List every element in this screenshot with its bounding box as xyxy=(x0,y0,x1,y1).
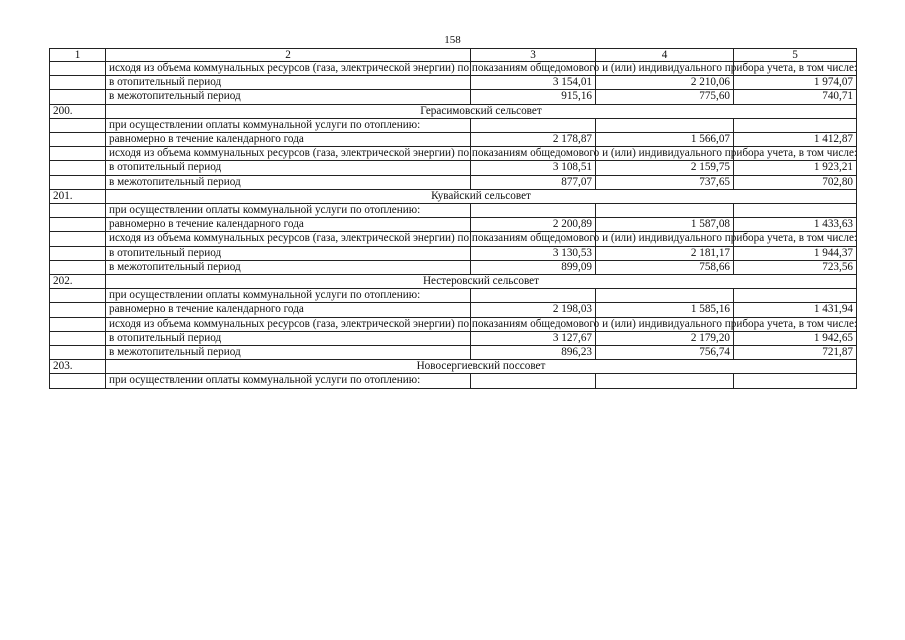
row-label: исходя из объема коммунальных ресурсов (газа, электрической энергии) по показаниям общедомового и (или) индивидуального прибора учета, в том числе: xyxy=(106,147,471,161)
value-cell-v4: 737,65 xyxy=(596,175,734,189)
value-cell-v3 xyxy=(471,374,596,388)
number-cell xyxy=(50,147,106,161)
value-cell-v5: 702,80 xyxy=(734,175,857,189)
value-cell-v3 xyxy=(471,118,596,132)
value-cell-v4: 2 179,20 xyxy=(596,331,734,345)
value-cell-v5 xyxy=(734,204,857,218)
table-row xyxy=(50,175,857,189)
number-cell xyxy=(50,118,106,132)
value-cell-v3: 915,16 xyxy=(471,90,596,104)
value-cell-v3: 899,09 xyxy=(471,260,596,274)
section-row xyxy=(50,104,857,118)
number-cell xyxy=(50,246,106,260)
number-cell xyxy=(50,289,106,303)
row-label: в межотопительный период xyxy=(106,90,471,104)
row-label: исходя из объема коммунальных ресурсов (газа, электрической энергии) по показаниям общедомового и (или) индивидуального прибора учета, в том числе: xyxy=(106,232,471,246)
number-cell xyxy=(50,303,106,317)
table-row xyxy=(50,161,857,175)
section-number: 200. xyxy=(50,104,106,118)
value-cell-v3 xyxy=(471,289,596,303)
section-title: Герасимовский сельсовет xyxy=(106,104,857,118)
table-row xyxy=(50,147,857,161)
value-cell-v5: 1 433,63 xyxy=(734,218,857,232)
row-label: в отопительный период xyxy=(106,246,471,260)
section-row xyxy=(50,360,857,374)
header-cell: 1 xyxy=(50,49,106,62)
table-row xyxy=(50,232,857,246)
number-cell xyxy=(50,232,106,246)
number-cell xyxy=(50,346,106,360)
row-label: при осуществлении оплаты коммунальной услуги по отоплению: xyxy=(106,204,471,218)
table-row xyxy=(50,331,857,345)
header-cell: 4 xyxy=(596,49,734,62)
table-row xyxy=(50,374,857,388)
section-row xyxy=(50,189,857,203)
value-cell-v4 xyxy=(596,289,734,303)
value-cell-v3: 3 154,01 xyxy=(471,76,596,90)
section-title: Новосергиевский поссовет xyxy=(106,360,857,374)
row-label: равномерно в течение календарного года xyxy=(106,133,471,147)
number-cell xyxy=(50,133,106,147)
number-cell xyxy=(50,317,106,331)
section-number: 203. xyxy=(50,360,106,374)
number-cell xyxy=(50,218,106,232)
section-title: Кувайский сельсовет xyxy=(106,189,857,203)
value-cell-v4: 775,60 xyxy=(596,90,734,104)
number-cell xyxy=(50,76,106,90)
table-row xyxy=(50,303,857,317)
value-cell-v5 xyxy=(734,118,857,132)
value-cell-v4: 756,74 xyxy=(596,346,734,360)
number-cell xyxy=(50,161,106,175)
value-cell-v4: 1 585,16 xyxy=(596,303,734,317)
value-cell-v3: 896,23 xyxy=(471,346,596,360)
value-cell-v3: 2 178,87 xyxy=(471,133,596,147)
section-title: Нестеровский сельсовет xyxy=(106,275,857,289)
number-cell xyxy=(50,62,106,76)
number-cell xyxy=(50,374,106,388)
value-cell-v3: 2 200,89 xyxy=(471,218,596,232)
value-cell-v4: 758,66 xyxy=(596,260,734,274)
value-cell-v5: 1 942,65 xyxy=(734,331,857,345)
table-row xyxy=(50,317,857,331)
table-row xyxy=(50,260,857,274)
row-label: равномерно в течение календарного года xyxy=(106,303,471,317)
row-label: при осуществлении оплаты коммунальной услуги по отоплению: xyxy=(106,118,471,132)
value-cell-v5: 723,56 xyxy=(734,260,857,274)
value-cell-v3: 2 198,03 xyxy=(471,303,596,317)
header-cell: 3 xyxy=(471,49,596,62)
table-row xyxy=(50,62,857,76)
value-cell-v5: 721,87 xyxy=(734,346,857,360)
value-cell-v5: 1 974,07 xyxy=(734,76,857,90)
value-cell-v4: 1 566,07 xyxy=(596,133,734,147)
row-label: равномерно в течение календарного года xyxy=(106,218,471,232)
section-row xyxy=(50,275,857,289)
number-cell xyxy=(50,260,106,274)
header-cell: 2 xyxy=(106,49,471,62)
row-label: в отопительный период xyxy=(106,331,471,345)
number-cell xyxy=(50,331,106,345)
value-cell-v3: 3 130,53 xyxy=(471,246,596,260)
row-label: в межотопительный период xyxy=(106,346,471,360)
number-cell xyxy=(50,204,106,218)
tariff-table xyxy=(49,48,857,389)
table-row xyxy=(50,346,857,360)
value-cell-v4: 2 210,06 xyxy=(596,76,734,90)
table-row xyxy=(50,204,857,218)
header-cell: 5 xyxy=(734,49,857,62)
value-cell-v3: 877,07 xyxy=(471,175,596,189)
section-number: 202. xyxy=(50,275,106,289)
value-cell-v5 xyxy=(734,374,857,388)
value-cell-v5: 740,71 xyxy=(734,90,857,104)
row-label: в межотопительный период xyxy=(106,175,471,189)
value-cell-v4 xyxy=(596,204,734,218)
row-label: в отопительный период xyxy=(106,76,471,90)
value-cell-v5 xyxy=(734,289,857,303)
table-row xyxy=(50,289,857,303)
value-cell-v5: 1 944,37 xyxy=(734,246,857,260)
value-cell-v4: 2 181,17 xyxy=(596,246,734,260)
row-label: в отопительный период xyxy=(106,161,471,175)
row-label: исходя из объема коммунальных ресурсов (газа, электрической энергии) по показаниям общедомового и (или) индивидуального прибора учета, в том числе: xyxy=(106,317,471,331)
table-row xyxy=(50,90,857,104)
value-cell-v3: 3 127,67 xyxy=(471,331,596,345)
value-cell-v5: 1 412,87 xyxy=(734,133,857,147)
table-row xyxy=(50,133,857,147)
row-label: в межотопительный период xyxy=(106,260,471,274)
value-cell-v4: 2 159,75 xyxy=(596,161,734,175)
table-row xyxy=(50,218,857,232)
row-label: при осуществлении оплаты коммунальной услуги по отоплению: xyxy=(106,374,471,388)
table-row xyxy=(50,246,857,260)
value-cell-v4: 1 587,08 xyxy=(596,218,734,232)
row-label: при осуществлении оплаты коммунальной услуги по отоплению: xyxy=(106,289,471,303)
value-cell-v3: 3 108,51 xyxy=(471,161,596,175)
table-row xyxy=(50,118,857,132)
value-cell-v4 xyxy=(596,118,734,132)
header-row xyxy=(50,49,857,62)
value-cell-v5: 1 923,21 xyxy=(734,161,857,175)
number-cell xyxy=(50,175,106,189)
table-row xyxy=(50,76,857,90)
section-number: 201. xyxy=(50,189,106,203)
page-number: 158 xyxy=(444,34,461,46)
value-cell-v3 xyxy=(471,204,596,218)
value-cell-v5: 1 431,94 xyxy=(734,303,857,317)
number-cell xyxy=(50,90,106,104)
value-cell-v4 xyxy=(596,374,734,388)
row-label: исходя из объема коммунальных ресурсов (газа, электрической энергии) по показаниям общедомового и (или) индивидуального прибора учета, в том числе: xyxy=(106,62,471,76)
